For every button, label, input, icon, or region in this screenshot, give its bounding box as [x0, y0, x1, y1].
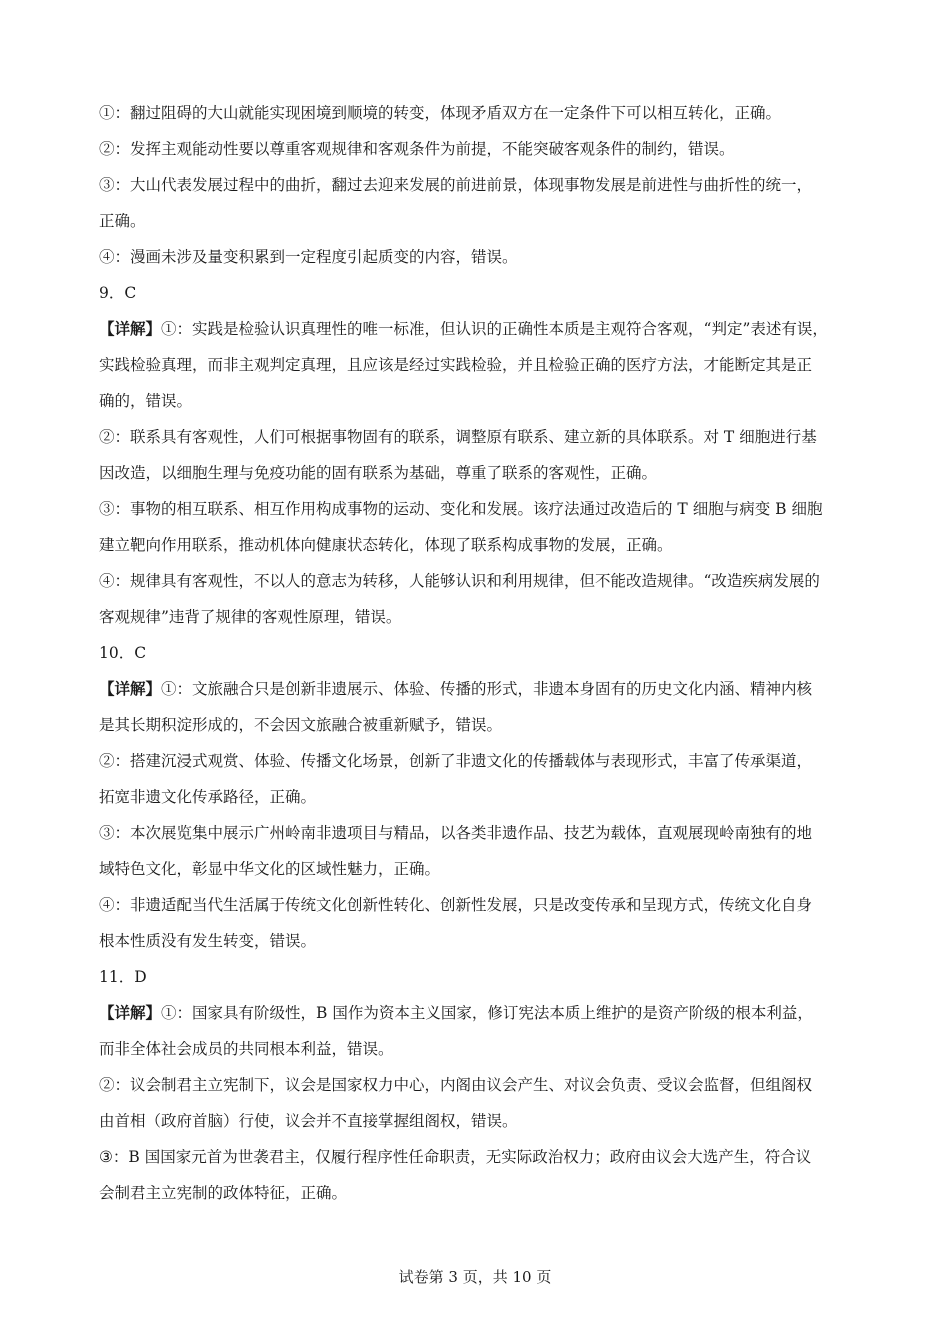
- detail-tag: 【详解】: [99, 679, 162, 698]
- text-line: 是其长期积淀形成的，不会因文旅融合被重新赋予，错误。: [99, 716, 503, 734]
- text-line: ④：规律具有客观性，不以人的意志为转移，人能够认识和利用规律，但不能改造规律。“改造疾病发展的: [99, 572, 820, 590]
- detail-tag: 【详解】: [99, 319, 162, 338]
- text-line: 而非全体社会成员的共同根本利益，错误。: [99, 1040, 394, 1058]
- text-line: ③：事物的相互联系、相互作用构成事物的运动、变化和发展。该疗法通过改造后的 T 细胞与病变 B 细胞: [99, 500, 823, 518]
- text-line: ②：联系具有客观性，人们可根据事物固有的联系，调整原有联系、建立新的具体联系。对 T 细胞进行基: [99, 428, 817, 446]
- question-number: 11．D: [99, 968, 147, 986]
- text-line: 客观规律”违背了规律的客观性原理，错误。: [99, 608, 402, 626]
- text-line: 实践检验真理，而非主观判定真理，且应该是经过实践检验，并且检验正确的医疗方法，才能断定其是正: [99, 356, 813, 374]
- text-line: ④：漫画未涉及量变积累到一定程度引起质变的内容，错误。: [99, 248, 518, 266]
- text-line: ③：大山代表发展过程中的曲折，翻过去迎来发展的前进前景，体现事物发展是前进性与曲折性的统一，: [99, 176, 813, 194]
- text-line: 【详解】①：国家具有阶级性，B 国作为资本主义国家，修订宪法本质上维护的是资产阶级的根本利益，: [99, 1003, 813, 1022]
- text-line: 拓宽非遗文化传承路径，正确。: [99, 788, 317, 806]
- text-line: 根本性质没有发生转变，错误。: [99, 932, 317, 950]
- text-line: ②：搭建沉浸式观赏、体验、传播文化场景，创新了非遗文化的传播载体与表现形式，丰富了传承渠道，: [99, 752, 813, 770]
- text-line: ③：B 国国家元首为世袭君主，仅履行程序性任命职责，无实际政治权力；政府由议会大选产生，符合议: [99, 1148, 812, 1166]
- answer-explanations: [99, 95, 869, 1211]
- text-line: ②：议会制君主立宪制下，议会是国家权力中心，内阁由议会产生、对议会负责、受议会监督，但组阁权: [99, 1076, 813, 1094]
- detail-tag: 【详解】: [99, 1003, 162, 1022]
- text-line: 【详解】①：实践是检验认识真理性的唯一标准，但认识的正确性本质是主观符合客观，“判定”表述有误，: [99, 319, 828, 338]
- text-line: 因改造，以细胞生理与免疫功能的固有联系为基础，尊重了联系的客观性，正确。: [99, 464, 658, 482]
- text-line: 确的，错误。: [99, 392, 193, 410]
- text-line: ③：本次展览集中展示广州岭南非遗项目与精品，以各类非遗作品、技艺为载体，直观展现岭南独有的地: [99, 824, 813, 842]
- text-line: 正确。: [99, 212, 146, 230]
- text-line: 由首相（政府首脑）行使，议会并不直接掌握组阁权，错误。: [99, 1112, 518, 1130]
- text-line: ①：翻过阻碍的大山就能实现困境到顺境的转变，体现矛盾双方在一定条件下可以相互转化，正确。: [99, 104, 782, 122]
- text-line: 域特色文化，彰显中华文化的区域性魅力，正确。: [99, 860, 441, 878]
- text-line: 【详解】①：文旅融合只是创新非遗展示、体验、传播的形式，非遗本身固有的历史文化内涵、精神内核: [99, 679, 813, 698]
- question-number: 10．C: [99, 644, 147, 662]
- text-line: ④：非遗适配当代生活属于传统文化创新性转化、创新性发展，只是改变传承和呈现方式，传统文化自身: [99, 896, 813, 914]
- text-line: 建立靶向作用联系，推动机体向健康状态转化，体现了联系构成事物的发展，正确。: [99, 536, 673, 554]
- question-number: 9．C: [99, 284, 137, 302]
- text-line: 会制君主立宪制的政体特征，正确。: [99, 1184, 348, 1202]
- page-footer: 试卷第 3 页，共 10 页: [398, 1268, 552, 1286]
- text-line: ②：发挥主观能动性要以尊重客观规律和客观条件为前提，不能突破客观条件的制约，错误。: [99, 140, 735, 158]
